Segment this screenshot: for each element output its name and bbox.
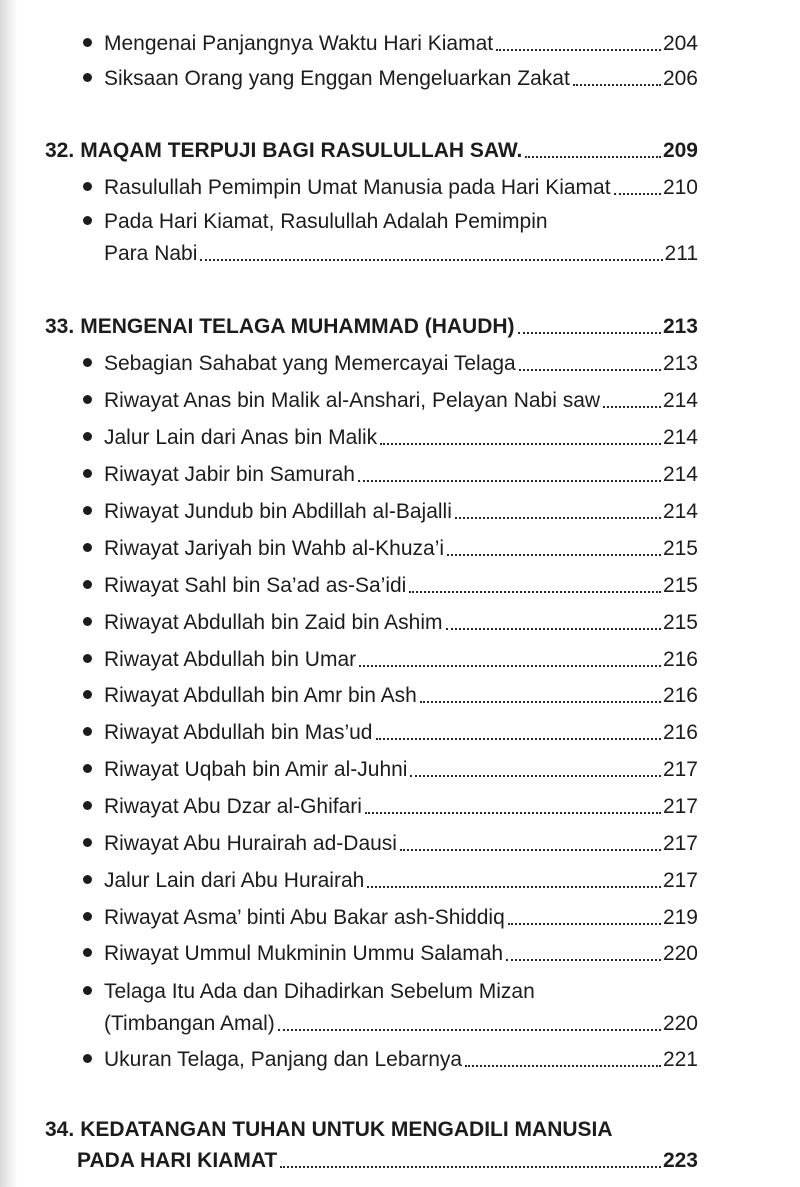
dot-leader [506, 959, 661, 961]
toc-entry-line1 [104, 976, 698, 1004]
page-number: 216 [662, 721, 698, 744]
bullet [83, 912, 92, 921]
chapter-heading-line1 [45, 1114, 698, 1142]
chapter-title: KEDATANGAN TUHAN UNTUK MENGADILI MANUSIA [80, 1118, 613, 1141]
page-number: 213 [662, 352, 698, 375]
dot-leader [573, 84, 661, 86]
page-number: 215 [662, 574, 698, 597]
dot-leader [603, 406, 661, 408]
bullet [83, 38, 92, 47]
chapter-number: 33. [45, 315, 75, 338]
page-number: 214 [662, 500, 698, 523]
toc-entry [104, 680, 698, 708]
bullet [83, 617, 92, 626]
entry-title: Riwayat Abu Dzar al-Ghifari [104, 795, 362, 818]
toc-entry [104, 1044, 698, 1072]
toc-entry [104, 865, 698, 893]
toc-entry [104, 533, 698, 561]
page-number: 217 [662, 832, 698, 855]
dot-leader [518, 332, 661, 334]
dot-leader [447, 554, 661, 556]
bullet [83, 395, 92, 404]
toc-entry [104, 172, 698, 200]
bullet [83, 543, 92, 552]
toc-entry [104, 902, 698, 930]
entry-title: Riwayat Asma’ binti Abu Bakar ash-Shiddiq [104, 906, 505, 929]
page-number: 216 [662, 648, 698, 671]
chapter-title: MENGENAI TELAGA MUHAMMAD (HAUDH) [80, 315, 515, 338]
page-number: 209 [662, 139, 698, 162]
dot-leader [508, 923, 661, 925]
dot-leader [420, 701, 661, 703]
page-number: 206 [662, 67, 698, 90]
page-number: 215 [662, 537, 698, 560]
chapter-number: 34. [45, 1118, 75, 1141]
toc-entry [104, 754, 698, 782]
toc-entry [104, 938, 698, 966]
page-number: 220 [662, 942, 698, 965]
bullet [83, 875, 92, 884]
bullet [83, 948, 92, 957]
toc-entry [104, 496, 698, 524]
toc-entry [104, 459, 698, 487]
bullet [83, 764, 92, 773]
page-number: 215 [662, 611, 698, 634]
page-edge-shadow [0, 0, 18, 1187]
dot-leader [519, 369, 661, 371]
entry-title: Riwayat Jabir bin Samurah [104, 463, 355, 486]
toc-entry [104, 348, 698, 376]
toc-entry [104, 385, 698, 413]
dot-leader [496, 49, 661, 51]
toc-entry [104, 28, 698, 56]
page-number: 223 [662, 1149, 698, 1172]
bullet [83, 469, 92, 478]
bullet [83, 654, 92, 663]
entry-title: Rasulullah Pemimpin Umat Manusia pada Hari Kiamat [104, 176, 611, 199]
page-number: 214 [662, 463, 698, 486]
dot-leader [400, 849, 661, 851]
dot-leader [280, 1166, 661, 1168]
toc-entry [104, 570, 698, 598]
entry-title: Riwayat Jundub bin Abdillah al-Bajalli [104, 500, 452, 523]
entry-title: Riwayat Anas bin Malik al-Anshari, Pelayan Nabi saw [104, 389, 601, 412]
dot-leader [359, 665, 661, 667]
bullet [83, 1054, 92, 1063]
bullet [83, 432, 92, 441]
dot-leader [446, 628, 661, 630]
entry-title: Jalur Lain dari Anas bin Malik [104, 426, 378, 449]
page-number: 221 [662, 1048, 698, 1071]
page-number: 211 [664, 242, 698, 265]
chapter-heading [45, 135, 698, 163]
dot-leader [376, 738, 661, 740]
bullet [83, 727, 92, 736]
entry-title-continued: (Timbangan Amal) [104, 1012, 275, 1035]
chapter-heading [45, 311, 698, 339]
entry-title: Riwayat Abdullah bin Umar [104, 648, 357, 671]
toc-entry [104, 422, 698, 450]
bullet [83, 358, 92, 367]
chapter-title-continued: PADA HARI KIAMAT [77, 1149, 278, 1172]
dot-leader [455, 517, 661, 519]
toc-entry-line2 [104, 238, 698, 266]
entry-title: Jalur Lain dari Abu Hurairah [104, 869, 365, 892]
toc-entry-line2 [104, 1008, 698, 1036]
entry-title-continued: Para Nabi [104, 242, 198, 265]
dot-leader [200, 259, 662, 261]
bullet [83, 216, 92, 225]
dot-leader [525, 156, 661, 158]
page-number: 220 [662, 1012, 698, 1035]
page-number: 217 [662, 869, 698, 892]
bullet [83, 73, 92, 82]
bullet [83, 838, 92, 847]
bullet [83, 986, 92, 995]
page-number: 216 [662, 684, 698, 707]
dot-leader [365, 812, 661, 814]
toc-entry [104, 644, 698, 672]
entry-title: Mengenai Panjangnya Waktu Hari Kiamat [104, 32, 494, 55]
toc-entry-line1 [104, 206, 698, 234]
dot-leader [358, 480, 661, 482]
page-number: 214 [662, 426, 698, 449]
entry-title: Ukuran Telaga, Panjang dan Lebarnya [104, 1048, 463, 1071]
bullet [83, 506, 92, 515]
dot-leader [367, 886, 661, 888]
entry-title: Riwayat Abdullah bin Amr bin Ash [104, 684, 417, 707]
entry-title: Riwayat Jariyah bin Wahb al-Khuza’i [104, 537, 445, 560]
entry-title: Riwayat Sahl bin Sa’ad as-Sa’idi [104, 574, 407, 597]
entry-title: Pada Hari Kiamat, Rasulullah Adalah Pemimpin [104, 210, 548, 233]
toc-entry [104, 791, 698, 819]
entry-title: Riwayat Ummul Mukminin Ummu Salamah [104, 942, 504, 965]
entry-title: Riwayat Uqbah bin Amir al-Juhni [104, 758, 408, 781]
chapter-title: MAQAM TERPUJI BAGI RASULULLAH SAW. [80, 139, 523, 162]
page-number: 210 [662, 176, 698, 199]
dot-leader [614, 193, 661, 195]
bullet [83, 690, 92, 699]
toc-entry [104, 828, 698, 856]
page-number: 214 [662, 389, 698, 412]
entry-title: Sebagian Sahabat yang Memercayai Telaga [104, 352, 516, 375]
page-number: 204 [662, 32, 698, 55]
page-number: 213 [662, 315, 698, 338]
entry-title: Riwayat Abdullah bin Mas’ud [104, 721, 373, 744]
chapter-heading-line2 [77, 1145, 698, 1173]
dot-leader [380, 443, 661, 445]
entry-title: Siksaan Orang yang Enggan Mengeluarkan Zakat [104, 67, 570, 90]
entry-title: Telaga Itu Ada dan Dihadirkan Sebelum Mizan [104, 980, 535, 1003]
entry-title: Riwayat Abu Hurairah ad-Dausi [104, 832, 397, 855]
dot-leader [465, 1065, 661, 1067]
dot-leader [278, 1029, 661, 1031]
bullet [83, 182, 92, 191]
page-number: 217 [662, 758, 698, 781]
entry-title: Riwayat Abdullah bin Zaid bin Ashim [104, 611, 443, 634]
chapter-number: 32. [45, 139, 75, 162]
page-number: 219 [662, 906, 698, 929]
dot-leader [409, 591, 661, 593]
toc-entry [104, 63, 698, 91]
page-number: 217 [662, 795, 698, 818]
bullet [83, 580, 92, 589]
toc-entry [104, 717, 698, 745]
toc-entry [104, 607, 698, 635]
dot-leader [410, 775, 660, 777]
bullet [83, 801, 92, 810]
